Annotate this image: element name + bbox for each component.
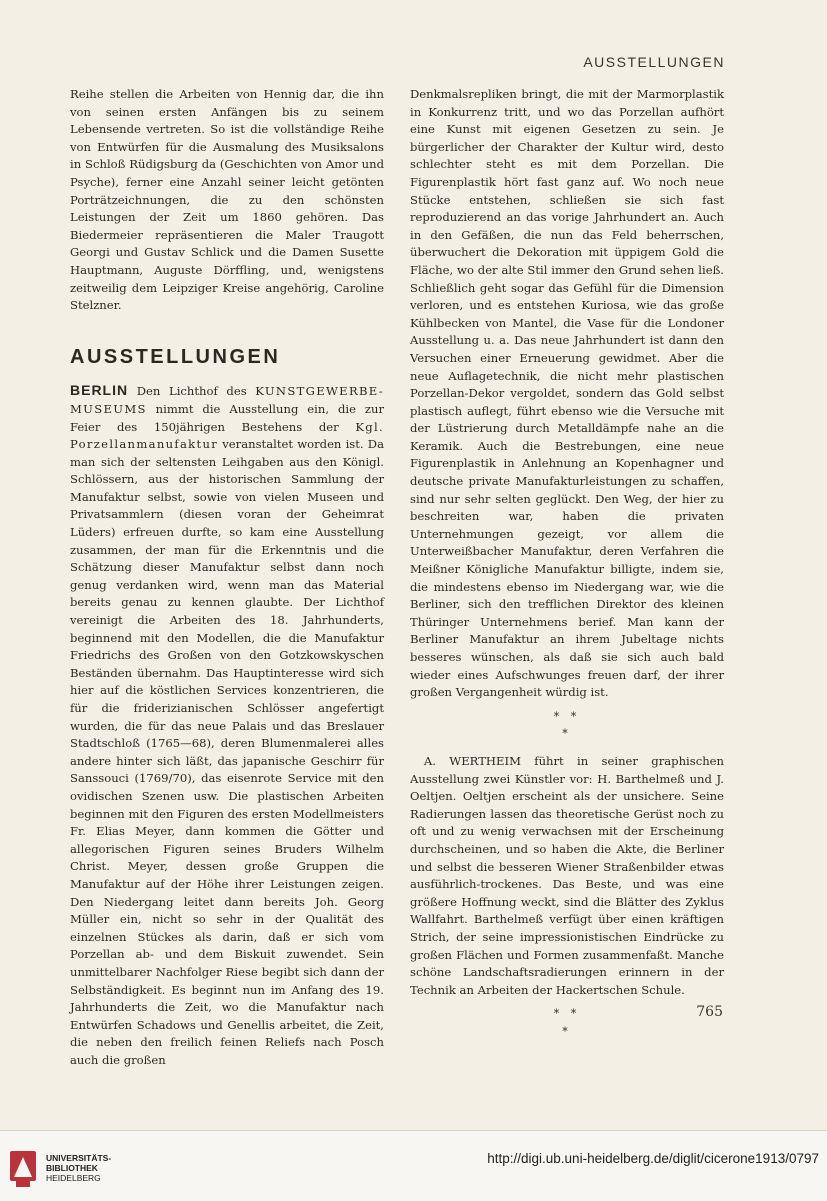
right-column [410, 86, 724, 1050]
footer-bar [0, 1131, 827, 1201]
museum-name: KUNSTGEWERBE-MUSEUMS [70, 384, 384, 416]
library-line3: HEIDELBERG [46, 1173, 101, 1183]
page-number: 765 [696, 1004, 723, 1020]
berlin-paragraph [70, 382, 384, 1069]
library-name [46, 1153, 111, 1183]
intro-paragraph: Reihe stellen die Arbeiten von Hennig dar, die ihn von seinen ersten Anfängen bis zu seinem Lebensende vertreten. So ist die vollständige Reihe von Entwürfen für die Ausmalung des Musiksalons in Schloß Rüdigsburg da (Geschichten von Amor und Psyche), ferner eine Anzahl seiner leicht getönten Porträtzeichnungen, die zu den schönsten Leistungen der Zeit um 1860 gehören. Das Biedermeier repräsentieren die Maler Traugott Georgi und Gustav Schlick und die Damen Susette Hauptmann, Auguste Dörffling, und, wenigstens zeitweilig dem Leipziger Kreise angehörig, Caroline Stelzner. [70, 87, 384, 313]
running-title: AUSSTELLUNGEN [583, 54, 725, 70]
wertheim-paragraph: A. WERTHEIM führt in seiner graphischen Ausstellung zwei Künstler vor: H. Barthelmeß und J. Oeltjen. Oeltjen erscheint als der unsichere. Seine Radierungen lassen das theoretische Gerüst noch zu oft und zu wenig verwachsen mit der Erscheinung durchscheinen, und so haben die Akte, die Berliner und selbst die besseren Wiener Straßenbilder etwas ausführlich-trockenes. Das Beste, und was eine größere Hoffnung weckt, sind die Blätter des Zyklus Wallfahrt. Barthelmeß verfügt über einen kräftigen Strich, der seine impressionistischen Eindrücke zu großen Flächen und Formen zusammenfaßt. Manche schöne Landschaftsradierungen erinnern in der Technik an Arbeiten der Hackertschen Schule. [410, 753, 724, 997]
berlin-run-in: BERLIN [70, 382, 129, 399]
left-column [70, 86, 384, 1069]
section-separator: * * * [553, 1007, 581, 1038]
berlin-lead-2: nimmt die Ausstellung ein, die zur Feier des 150jährigen Bestehens der [70, 401, 384, 434]
continuation-paragraph: Denkmalsrepliken bringt, die mit der Marmorplastik in Konkurrenz tritt, und wo das Porzellan aufhört eine Kunst mit eigenen Gesetzen zu sein. Je bürgerlicher der Charakter der Kultur wird, desto schlechter steht es mit dem Porzellan. Die Figurenplastik hört fast ganz auf. Wo noch neue Stücke entstehen, schließen sie sich fast reproduzierend an das vorige Jahrhundert an. Auch in den Gefäßen, die nun das Feld beherrschen, überwuchert die Dekoration mit üppigem Gold die Fläche, wo der alte Stil immer den Grund sehen ließ. Schließlich geht sogar das Gefühl für die Dimension verloren, und es entstehen Kuriosa, wie das große Kühlbecken von Mantel, die Vase für die Londoner Ausstellung u. a. Das neue Jahrhundert ist dann den Versuchen einer Erneuerung gewidmet. Aber die neue Auflagetechnik, die nicht mehr plastischen Porzellan-Dekor vergoldet, sondern das Gold selbst plastisch auflegt, führt ebenso wie die Versuche mit der Lüstrierung durch Metalldämpfe nahe an die Keramik. Auch die Bestrebungen, eine neue Figurenplastik in Anlehnung an Kopenhagner und deutsche private Manufakturleistungen zu schaffen, sind nur sehr selten geglückt. Den Weg, der hier zu beschreiten war, haben die privaten Unternehmungen gezeigt, vor allem die Unterweißbacher Manufaktur, deren Verfahren die Meißner Königliche Manufaktur billigte, indem sie, die mindestens ebenso im Niedergang war, wie die Berliner, sich den trefflichen Direktor des kleinen Thüringer Unternehmens berief. Man kann der Berliner Manufaktur an ihrem Jubeltage nichts besseres wünschen, als daß sie sich auch bald wieder eines Aufschwunges freuen darf, der ihrer großen Vergangenheit würdig ist. [410, 87, 724, 700]
section-separator: * * * [553, 709, 581, 741]
library-line2: BIBLIOTHEK [46, 1163, 98, 1173]
library-line1: UNIVERSITÄTS- [46, 1153, 112, 1163]
section-heading: AUSSTELLUNGEN [70, 345, 281, 368]
berlin-rest: veranstaltet worden ist. Da man sich der seltensten Leihgaben aus den Königl. Schlössern, aus der historischen Sammlung der Manufaktur selbst, sowie von vielen Museen und Privatsammlern (diesen voran der Geheimrat Lüders) erfreuen durfte, so kam eine Ausstellung zusammen, der man für die Erkenntnis und die Schätzung dieser Manufaktur selbst dann noch genug verdanken wird, wenn man das Material bereits genau zu kennen glaubte. Der Lichthof vereinigt die Arbeiten des 18. Jahrhunderts, beginnend mit den Modellen, die die Manufaktur Friedrichs des Großen von den Gotzkowskyschen Beständen übernahm. Das Hauptinteresse wird sich hier auf die köstlichen Services konzentrieren, die für die friderizianischen Schlösser angefertigt wurden, die für das neue Palais und das Breslauer Stadtschloß (1765—68), deren Blumenmalerei alles andere hinter sich läßt, das japanische Geschirr für Sanssouci (1769/70), das eisenrote Service mit den ovidischen Szenen usw. Die plastischen Arbeiten beginnen mit den Figuren des ersten Modellmeisters Fr. Elias Meyer, dann kommen die Götter und allegorischen Figuren seines Bruders Wilhelm Christ. Meyer, dessen große Gruppen die Manufaktur auf der Höhe ihrer Leistungen zeigen. Den Niedergang leitet dann bereits Joh. Georg Müller ein, nicht so sehr in der Qualität des einzelnen Stückes als darin, daß er sich vom Porzellan ab- und dem Biskuit zuwendet. Sein unmittelbarer Nachfolger Riese begibt sich dann der Selbständigkeit. Es beginnt nun im Anfang des 19. Jahrhunderts die Zeit, wo die Manufaktur nach Entwürfen Schadows und Genellis arbeitet, die Zeit, die neben den freilich feinen Reliefs nach Posch auch die großen [70, 437, 384, 1067]
university-seal-icon [8, 1149, 38, 1189]
manufactory-name: Kgl. Porzellanmanufaktur [70, 419, 384, 452]
permalink-url[interactable]: http://digi.ub.uni-heidelberg.de/diglit/cicerone1913/0797 [487, 1151, 819, 1166]
berlin-lead-1: Den Lichthof des [128, 384, 256, 399]
